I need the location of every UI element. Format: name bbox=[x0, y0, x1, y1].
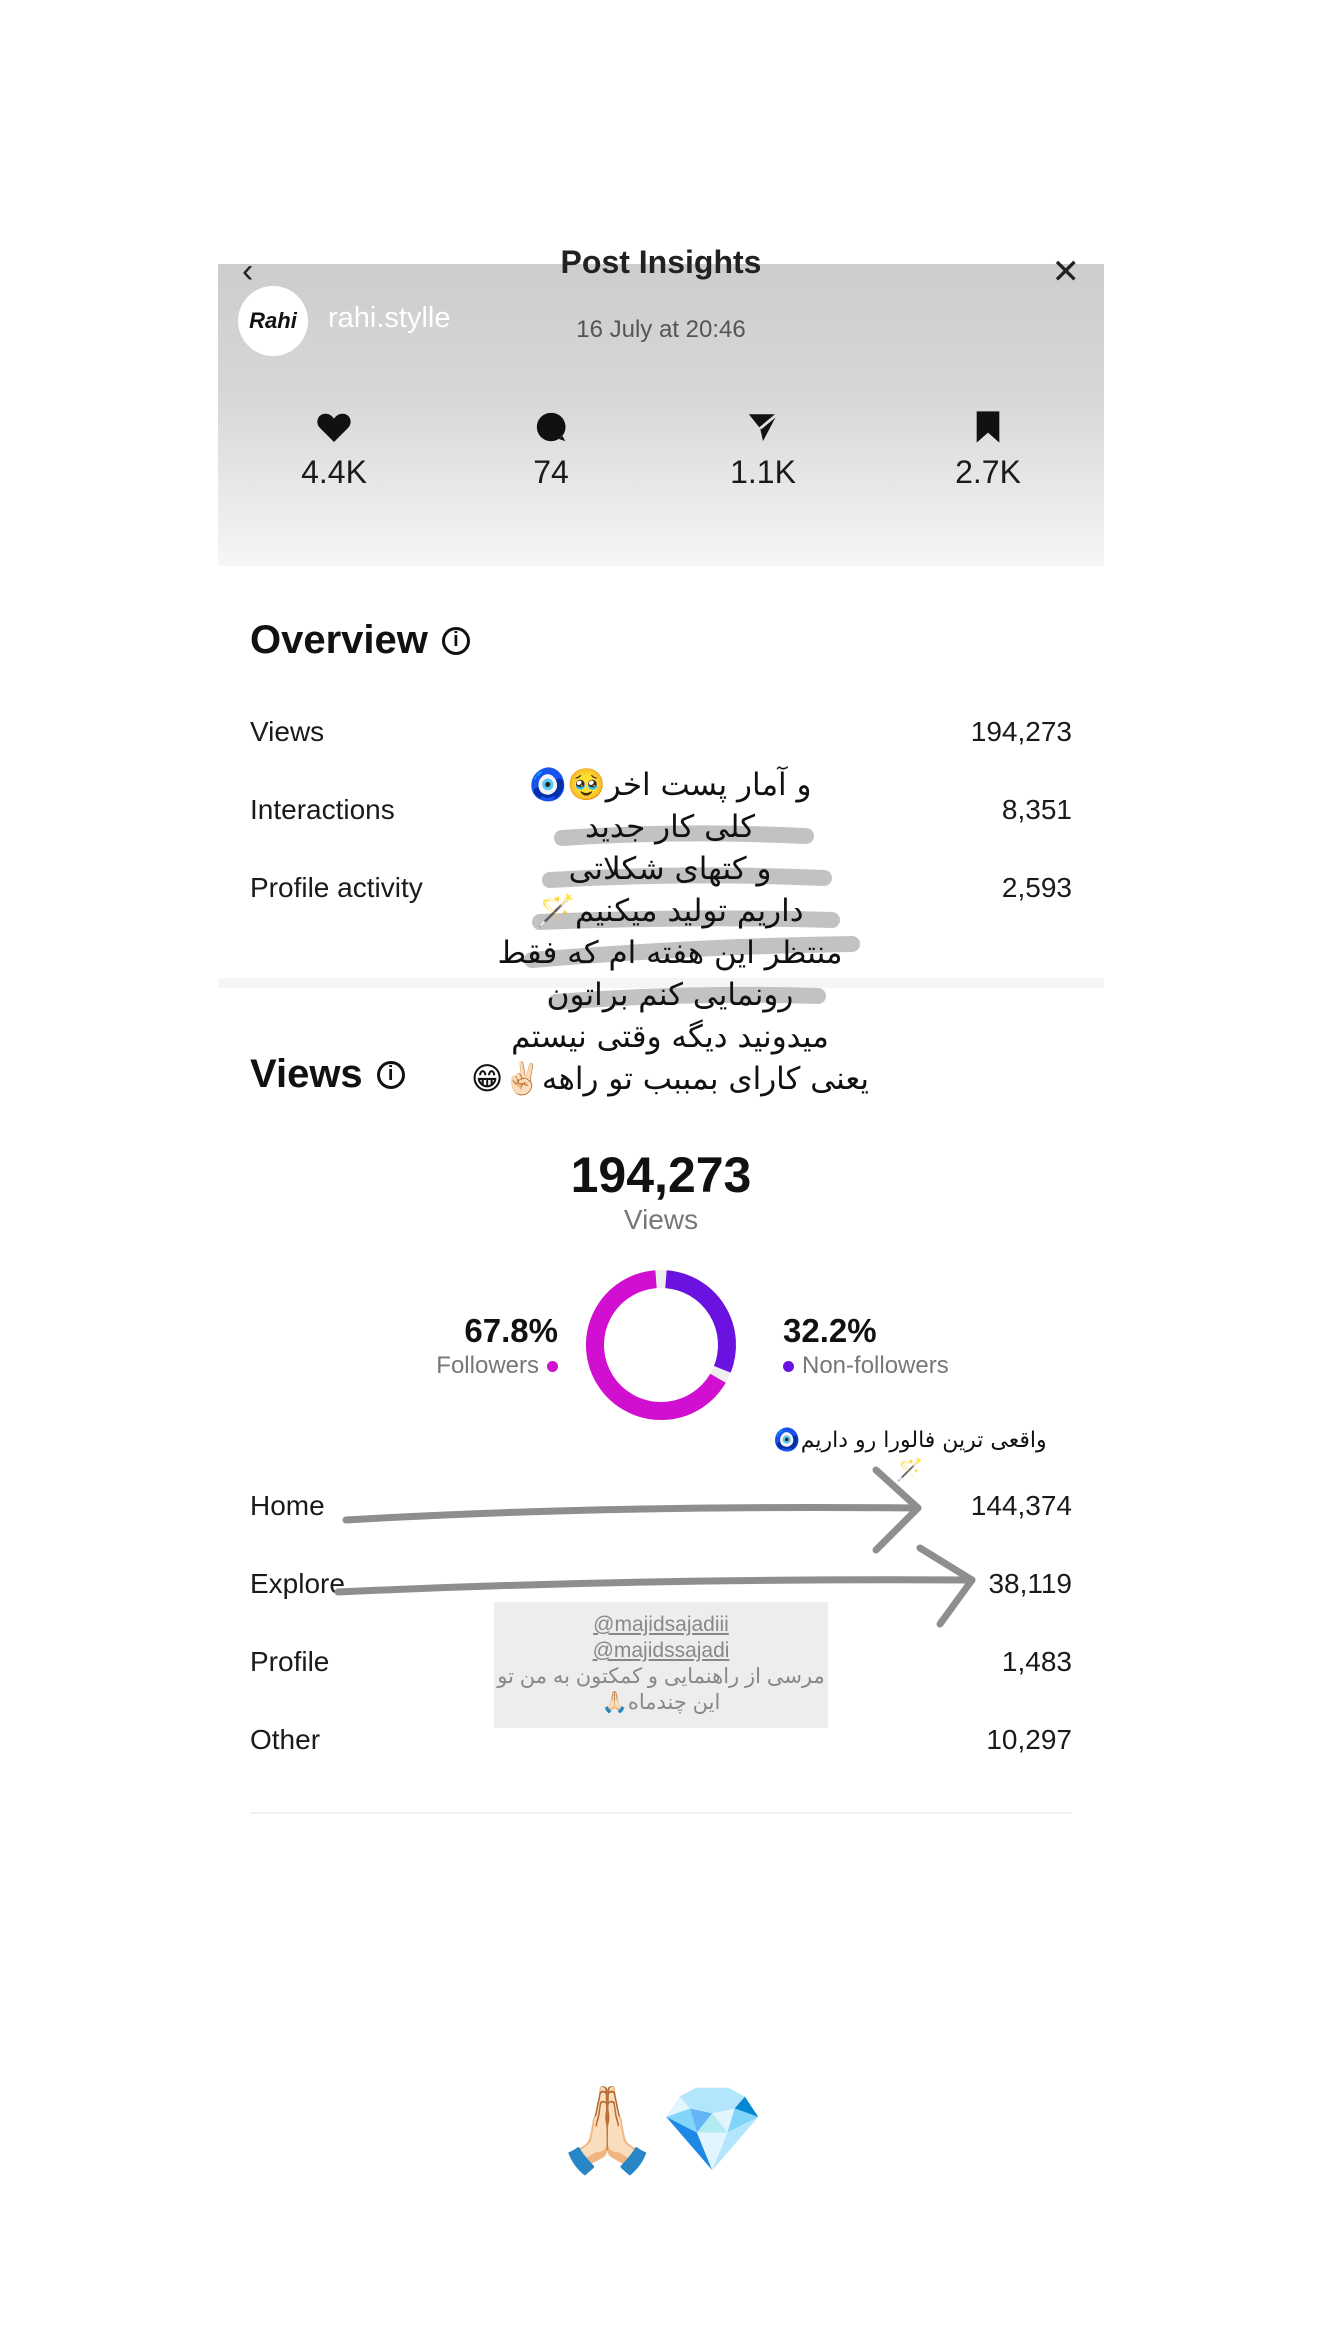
row-value: 2,593 bbox=[1001, 872, 1072, 903]
row-value: 8,351 bbox=[1001, 794, 1072, 825]
row-label: Views bbox=[250, 716, 325, 747]
page-title: Post Insights bbox=[560, 244, 762, 280]
post-date: 16 July at 20:46 bbox=[576, 316, 746, 343]
avatar-text: Rahi bbox=[249, 308, 297, 333]
row-label: Profile activity bbox=[250, 872, 423, 903]
caption-line: منتظر این هفته ام که فقط bbox=[497, 935, 843, 971]
caption-line: داریم تولید میکنیم🪄 bbox=[536, 893, 804, 929]
followers-label: Followers bbox=[436, 1352, 539, 1379]
credit-sticker bbox=[494, 1602, 828, 1728]
likes-count: 4.4K bbox=[301, 454, 367, 490]
row-value: 38,119 bbox=[988, 1568, 1072, 1599]
mention-link[interactable]: @majidsajadiii bbox=[593, 1613, 729, 1636]
row-label: Interactions bbox=[250, 794, 395, 825]
explore-arrow bbox=[338, 1580, 972, 1592]
overview-title: Overview bbox=[250, 618, 428, 662]
row-label: Explore bbox=[250, 1568, 345, 1599]
non-followers-percent: 32.2% bbox=[783, 1312, 877, 1349]
views-title: Views bbox=[250, 1052, 363, 1096]
caption-line: میدونید دیگه وقتی نیستم bbox=[511, 1019, 829, 1055]
info-icon[interactable]: i bbox=[377, 1061, 405, 1089]
caption-line: کلی کار جدید bbox=[584, 809, 756, 845]
credit-message: مرسی از راهنمایی و کمکتون به من تو bbox=[497, 1665, 825, 1688]
row-label: Home bbox=[250, 1490, 325, 1521]
credit-message: این چندماه🙏🏻 bbox=[601, 1691, 721, 1714]
comments-count: 74 bbox=[533, 454, 569, 490]
info-icon[interactable]: i bbox=[442, 627, 470, 655]
row-value: 194,273 bbox=[970, 716, 1072, 747]
caption-line: یعنی کارای بمببب تو راهه✌🏻😁 bbox=[470, 1061, 870, 1097]
back-icon[interactable]: ‹ bbox=[242, 252, 254, 290]
caption-line: و کتهای شکلاتی bbox=[568, 851, 772, 887]
caption-line: و آمار پست اخر🥹🧿 bbox=[528, 767, 812, 803]
explore-arrowhead bbox=[920, 1548, 972, 1624]
mention-link[interactable]: @majidssajadi bbox=[592, 1639, 730, 1662]
saves-count: 2.7K bbox=[955, 454, 1021, 490]
views-total-label: Views bbox=[623, 1204, 699, 1235]
bottom-emojis: 🙏🏻💎 bbox=[555, 2082, 765, 2176]
non-followers-label: Non-followers bbox=[802, 1352, 949, 1379]
views-total: 194,273 bbox=[570, 1147, 752, 1203]
row-value: 144,374 bbox=[970, 1490, 1072, 1521]
caption-line: رونمایی کنم براتون bbox=[546, 977, 794, 1013]
followers-percent: 67.8% bbox=[464, 1312, 558, 1349]
home-arrow bbox=[346, 1508, 918, 1521]
shares-count: 1.1K bbox=[730, 454, 796, 490]
username[interactable]: rahi.stylle bbox=[328, 302, 451, 334]
row-label: Other bbox=[250, 1724, 321, 1755]
row-label: Profile bbox=[250, 1646, 330, 1677]
row-value: 1,483 bbox=[1001, 1646, 1072, 1677]
close-icon[interactable]: ✕ bbox=[1051, 253, 1080, 291]
row-value: 10,297 bbox=[986, 1724, 1072, 1755]
followers-note: واقعی ترین فالورا رو داریم🧿🪄 bbox=[773, 1428, 1047, 1483]
